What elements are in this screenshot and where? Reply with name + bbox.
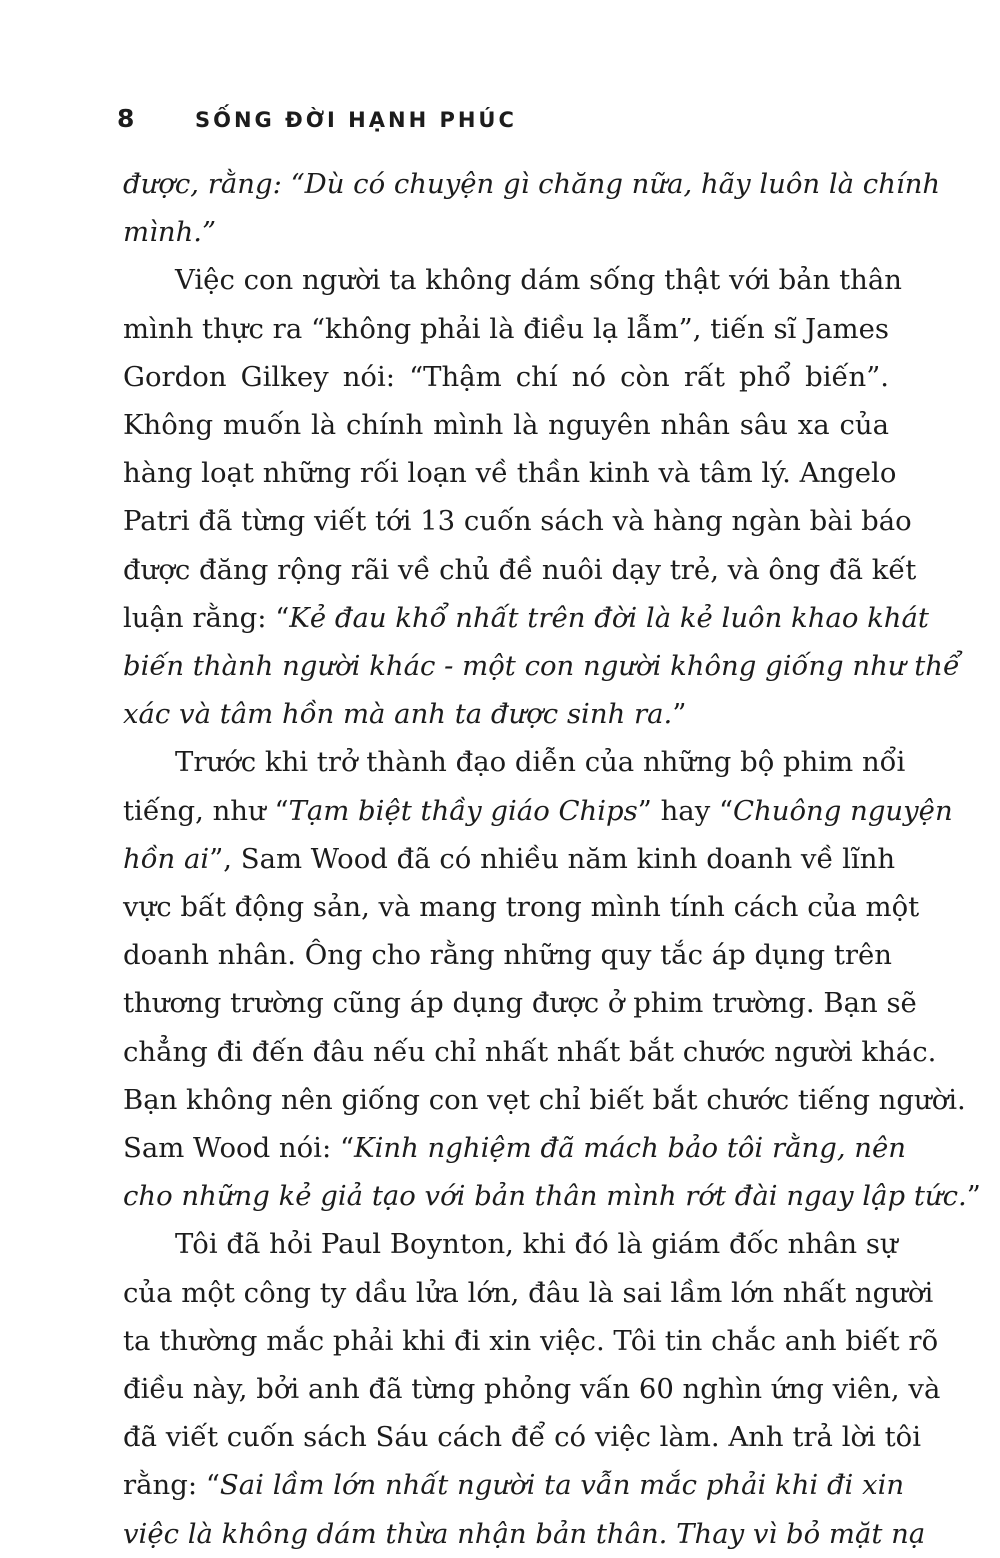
paragraph — [123, 1220, 941, 1557]
text-run: ta thường mắc phải khi đi xin việc. Tôi tin chắc anh biết rõ — [123, 1324, 939, 1357]
text-run: điều này, bởi anh đã từng phỏng vấn 60 nghìn ứng viên, và — [123, 1373, 941, 1406]
text-line — [123, 449, 897, 497]
text-run: Không muốn là chính mình là nguyên nhân sâu xa của — [123, 409, 889, 442]
text-run: được đăng rộng rãi về chủ đề nuôi dạy trẻ, và ông đã kết — [123, 553, 917, 586]
text-run: hàng loạt những rối loạn về thần kinh và tâm lý. Angelo — [123, 457, 897, 490]
italic-text: được, rằng: “Dù có chuyện gì chăng nữa, hãy luôn là chính — [123, 168, 941, 200]
text-line — [123, 546, 917, 594]
text-run: ” — [672, 698, 687, 731]
text-run: rằng: “ — [123, 1469, 220, 1502]
text-line — [123, 1317, 939, 1365]
text-run: Trước khi trở thành đạo diễn của những bộ phim nổi — [175, 746, 906, 779]
text-line — [123, 787, 953, 835]
text-line — [123, 256, 903, 304]
text-line — [123, 931, 893, 979]
italic-text: Kinh nghiệm đã mách bảo tôi rằng, nên — [354, 1132, 907, 1165]
text-run: của một công ty dầu lửa lớn, đâu là sai lầm lớn nhất người — [123, 1276, 934, 1309]
text-line — [123, 1076, 966, 1124]
italic-text: Chuông nguyện — [733, 794, 953, 827]
text-line — [123, 1269, 934, 1317]
text-run: đã viết cuốn sách Sáu cách để có việc làm. Anh trả lời tôi — [123, 1421, 921, 1454]
text-line — [123, 594, 929, 642]
text-line — [123, 1124, 907, 1172]
paragraph — [123, 738, 981, 1220]
text-run: mình thực ra “không phải là điều lạ lẫm”, tiến sĩ James — [123, 312, 889, 345]
text-line — [123, 401, 889, 449]
text-line — [123, 208, 889, 256]
italic-text: hồn ai — [123, 842, 210, 875]
text-run: ” — [966, 1180, 981, 1213]
text-line — [123, 979, 917, 1027]
text-line — [123, 1220, 898, 1268]
italic-text: Tạm biệt thầy giáo Chips — [288, 794, 638, 827]
text-run: Gordon Gilkey nói: “Thậm chí nó còn rất phổ biến”. — [123, 360, 889, 393]
text-line — [123, 642, 960, 690]
italic-text: Kẻ đau khổ nhất trên đời là kẻ luôn khao khát — [289, 601, 929, 634]
italic-text: việc là không dám thừa nhận bản thân. Thay vì bỏ mặt nạ — [123, 1517, 926, 1550]
paragraph — [123, 256, 960, 738]
text-run: Tôi đã hỏi Paul Boynton, khi đó là giám đốc nhân sự — [175, 1228, 898, 1261]
text-run: Việc con người ta không dám sống thật với bản thân — [175, 264, 903, 297]
body-text — [123, 160, 981, 1558]
running-head — [117, 104, 517, 133]
text-run: Sam Wood nói: “ — [123, 1132, 355, 1165]
text-run: thương trường cũng áp dụng được ở phim trường. Bạn sẽ — [123, 987, 917, 1020]
text-line — [123, 738, 906, 786]
italic-text: biến thành người khác - một con người không giống như thể — [123, 650, 960, 683]
page-number: 8 — [117, 104, 138, 133]
text-run: chẳng đi đến đâu nếu chỉ nhất nhất bắt chước người khác. — [123, 1035, 937, 1068]
text-run: doanh nhân. Ông cho rằng những quy tắc áp dụng trên — [123, 939, 893, 972]
text-line — [123, 1172, 981, 1220]
text-line — [123, 1028, 937, 1076]
text-line — [123, 1365, 941, 1413]
italic-text: Sai lầm lớn nhất người ta vẫn mắc phải khi đi xin — [219, 1469, 905, 1502]
text-line — [123, 1510, 926, 1558]
text-run: Patri đã từng viết tới 13 cuốn sách và hàng ngàn bài báo — [123, 505, 912, 538]
text-run: ” hay “ — [637, 794, 734, 827]
text-line — [123, 497, 912, 545]
italic-text: mình.” — [123, 216, 217, 249]
text-line — [123, 883, 920, 931]
text-line — [123, 353, 889, 401]
italic-text: cho những kẻ giả tạo với bản thân mình rớt đài ngay lập tức. — [123, 1180, 967, 1213]
text-line — [123, 1413, 921, 1461]
text-run: luận rằng: “ — [123, 601, 290, 634]
book-title: SỐNG ĐỜI HẠNH PHÚC — [195, 108, 517, 132]
text-line — [123, 305, 889, 353]
text-run: vực bất động sản, và mang trong mình tính cách của một — [123, 891, 920, 924]
text-line — [123, 1461, 905, 1509]
text-run: tiếng, như “ — [123, 794, 289, 827]
paragraph — [123, 160, 941, 256]
text-line — [123, 835, 896, 883]
text-run: Bạn không nên giống con vẹt chỉ biết bắt chước tiếng người. — [123, 1083, 966, 1116]
italic-text: xác và tâm hồn mà anh ta được sinh ra. — [123, 698, 673, 731]
text-run: ”, Sam Wood đã có nhiều năm kinh doanh về lĩnh — [209, 842, 896, 875]
text-line — [123, 160, 941, 208]
text-line — [123, 690, 889, 738]
